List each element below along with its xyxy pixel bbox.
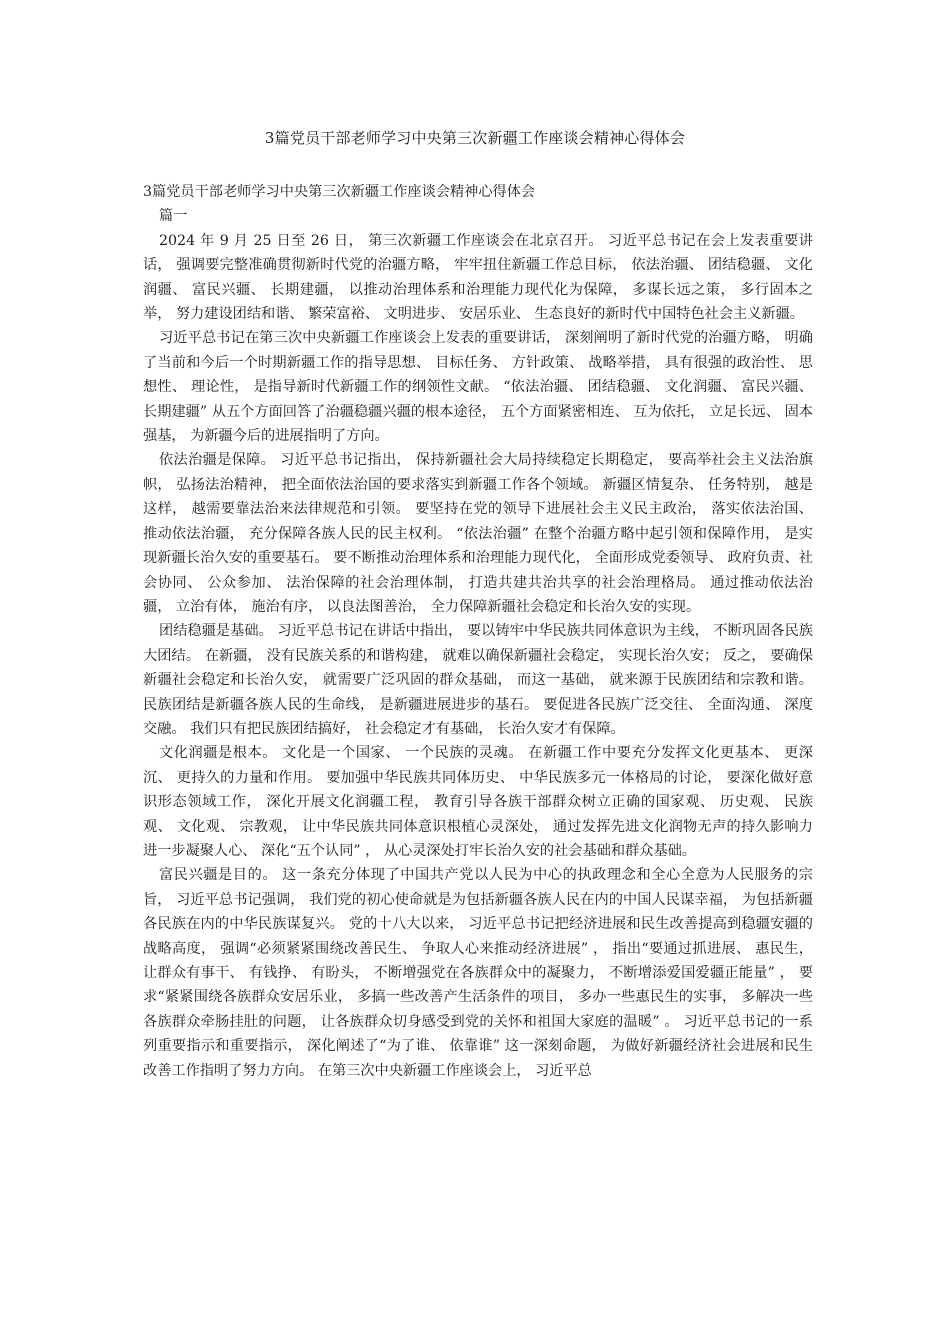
paragraph-rule-of-law: 依法治疆是保障。 习近平总书记指出， 保持新疆社会大局持续稳定长期稳定， 要高举社会主义法治旗帜， 弘扬法治精神， 把全面依法治国的要求落实到新疆工作各个领域。 新疆区情复杂、 任务特别， 越是这样， 越需要靠法治来法律规范和引领。 要坚持在党的领导下进展社会主义民主政治， 落实依法治国、 推动依法治疆， 充分保障各族人民的民主权利。 “依法治疆” 在整个治疆方略中起引领和保障作用， 是实现新疆长治久安的重要基石。 要不断推动治理体系和治理能力现代化， 全面形成党委领导、 政府负责、社会协同、 公众参加、 法治保障的社会治理体制， 打造共建共治共享的社会治理格局。 通过推动依法治疆， 立治有体， 施治有序， 以良法图善治， 全力保障新疆社会稳定和长治久安的实现。 bbox=[143, 452, 813, 615]
document-body bbox=[143, 180, 813, 1083]
document-title: 3篇党员干部老师学习中央第三次新疆工作座谈会精神心得体会 bbox=[264, 129, 686, 147]
paragraph-prosperity: 富民兴疆是目的。 这一条充分体现了中国共产党以人民为中心的执政理念和全心全意为人民服务的宗旨， 习近平总书记强调， 我们党的初心使命就是为包括新疆各族人民在内的中国人民谋幸福， 为包括新疆各民族在内的中华民族谋复兴。 党的十八大以来， 习近平总书记把经济进展和民生改善提高到稳疆安疆的战略高度， 强调“必须紧紧围绕改善民生、 争取人心来推动经济进展” ， 指出“要通过抓进展、 惠民生， 让群众有事干、 有钱挣、 有盼头， 不断增强党在各族群众中的凝聚力， 不断增添爱国爱疆正能量” ， 要求“紧紧围绕各族群众安居乐业， 多搞一些改善产生活条件的项目， 多办一些惠民生的实事， 多解决一些各族群众牵肠挂肚的问题， 让各族群众切身感受到党的关怀和祖国大家庭的温暖” 。 习近平总书记的一系列重要指示和重要指示， 深化阐述了“为了谁、 依靠谁” 这一深刻命题， 为做好新疆经济社会进展和民生改善工作指明了努力方向。 在第三次中央新疆工作座谈会上， 习近平总 bbox=[143, 867, 813, 1079]
paragraph-culture: 文化润疆是根本。 文化是一个国家、 一个民族的灵魂。 在新疆工作中要充分发挥文化更基本、 更深沉、 更持久的力量和作用。 要加强中华民族共同体历史、 中华民族多元一体格局的讨论， 要深化做好意识形态领域工作， 深化开展文化润疆工程， 教育引导各族干部群众树立正确的国家观、 历史观、 民族观、 文化观、 宗教观， 让中华民族共同体意识根植心灵深处， 通过发挥先进文化润物无声的持久影响力进一步凝聚人心、 深化“五个认同” ， 从心灵深处打牢长治久安的社会基础和群众基础。 bbox=[143, 745, 813, 859]
paragraph-speech-significance: 习近平总书记在第三次中央新疆工作座谈会上发表的重要讲话， 深刻阐明了新时代党的治疆方略， 明确了当前和今后一个时期新疆工作的指导思想、 目标任务、 方针政策、 战略举措， 具有很强的政治性、 思想性、 理论性， 是指导新时代新疆工作的纲领性文献。 “依法治疆、 团结稳疆、 文化润疆、 富民兴疆、 长期建疆” 从五个方面回答了治疆稳疆兴疆的根本途径， 五个方面紧密相连、 互为依托， 立足长远、 固本强基， 为新疆今后的进展指明了方向。 bbox=[143, 330, 813, 445]
paragraph-unity: 团结稳疆是基础。 习近平总书记在讲话中指出， 要以铸牢中华民族共同体意识为主线， 不断巩固各民族大团结。 在新疆， 没有民族关系的和谐构建， 就难以确保新疆社会稳定， 实现长治久安； 反之， 要确保新疆社会稳定和长治久安， 就需要广泛巩固的群众基础， 而这一基础， 就来源于民族团结和宗教和谐。 民族团结是新疆各族人民的生命线， 是新疆进展进步的基石。 要促进各民族广泛交往、 全面沟通、 深度交融。 我们只有把民族团结搞好， 社会稳定才有基础， 长治久安才有保障。 bbox=[143, 623, 813, 737]
paragraph-meeting-summary: 2024 年 9 月 25 日至 26 日， 第三次新疆工作座谈会在北京召开。 习近平总书记在会上发表重要讲话， 强调要完整准确贯彻新时代党的治疆方略， 牢牢扭住新疆工作总目标， 依法治疆、 团结稳疆、 文化润疆、 富民兴疆、 长期建疆， 以推动治理体系和治理能力现代化为保障， 多谋长远之策， 多行固本之举， 努力建设团结和谐、 繁荣富裕、 文明进步、 安居乐业、 生态良好的新时代中国特色社会主义新疆。 bbox=[143, 232, 813, 323]
document-subtitle: 3篇党员干部老师学习中央第三次新疆工作座谈会精神心得体会 bbox=[143, 184, 536, 200]
section-label: 篇一 bbox=[159, 208, 188, 225]
